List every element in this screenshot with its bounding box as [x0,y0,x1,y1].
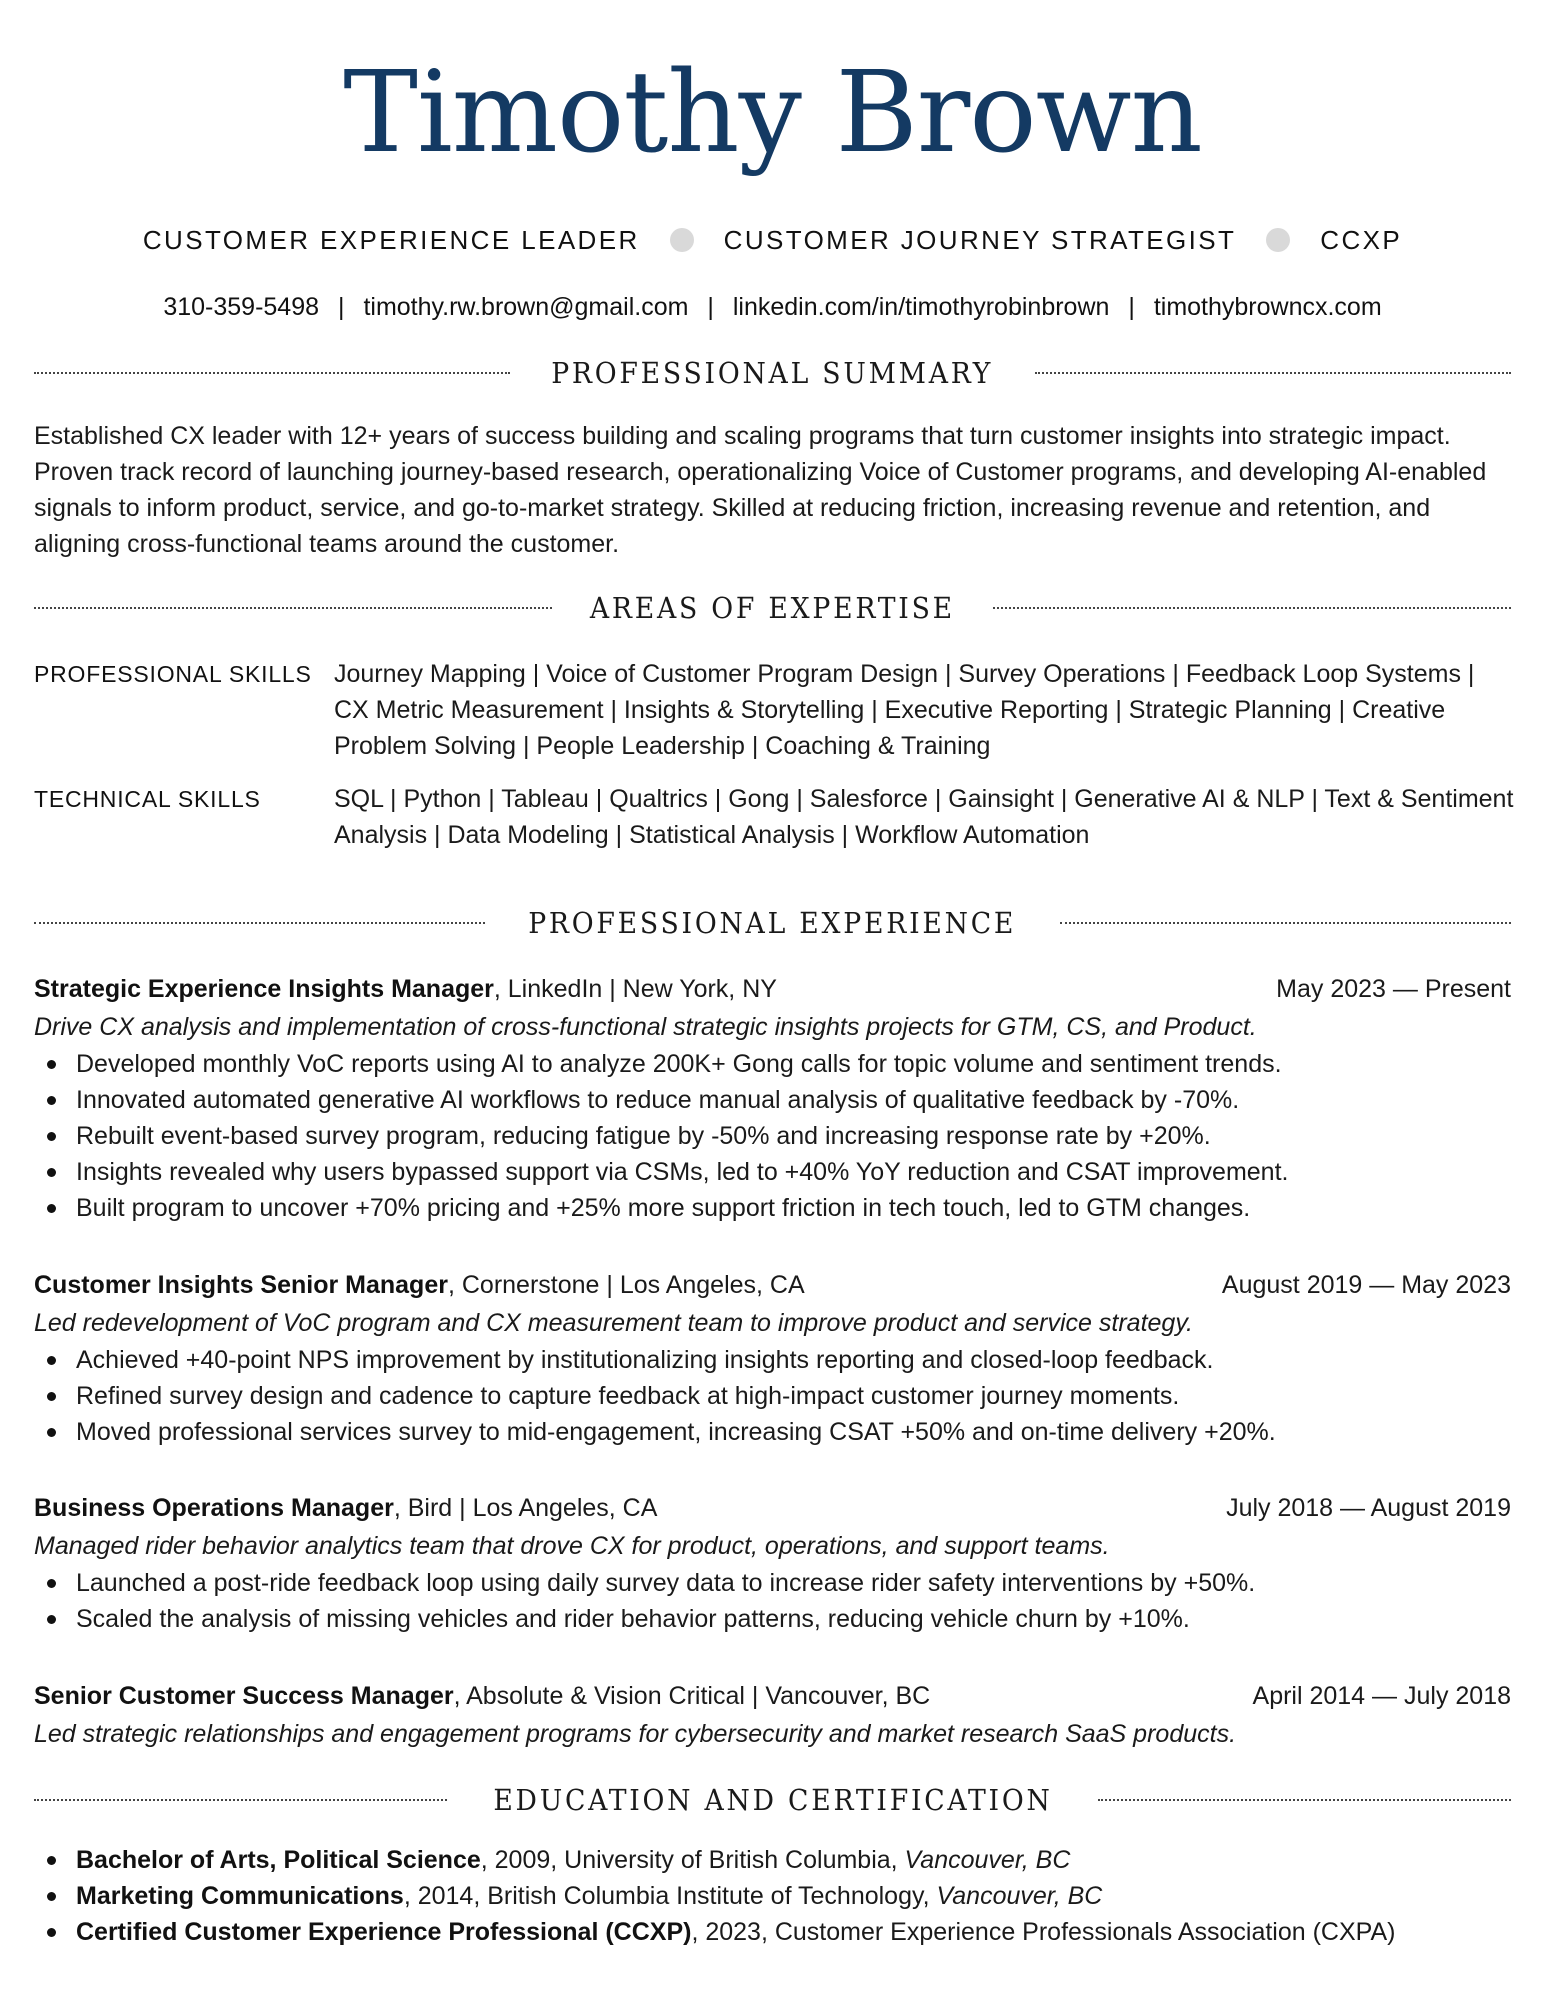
job-description: Led strategic relationships and engagement programs for cybersecurity and market research SaaS products. [34,1720,1237,1748]
dotted-divider [1098,1799,1511,1801]
job-entry [34,1489,1511,1637]
candidate-name: Timothy Brown [343,48,1202,178]
technical-skills-row [34,781,1515,853]
degree: Bachelor of Arts, Political Science [76,1846,481,1874]
job-entry [34,1266,1511,1450]
job-dates: May 2023 — Present [1276,975,1511,1003]
bullet-item: Refined survey design and cadence to capture feedback at high-impact customer journey moments. [34,1378,1511,1414]
separator-dot-icon [670,228,694,252]
dotted-divider [34,607,552,609]
job-entry [34,1677,1511,1753]
job-org-location: , Absolute & Vision Critical | Vancouver, BC [453,1682,931,1710]
job-org-location: , Cornerstone | Los Angeles, CA [447,1271,805,1299]
section-title: AREAS OF EXPERTISE [589,591,956,625]
linkedin-link[interactable]: linkedin.com/in/timothyrobinbrown [732,293,1110,321]
degree: Marketing Communications [76,1882,404,1910]
job-role: Senior Customer Success Manager [34,1682,454,1710]
education-item [34,1914,1515,1950]
job-role: Strategic Experience Insights Manager [34,975,494,1003]
dotted-divider [34,1799,447,1801]
certification-details: , 2023, Customer Experience Professionals Association (CXPA) [691,1918,1396,1946]
bullet-item: Moved professional services survey to mid-engagement, increasing CSAT +50% and on-time delivery +20%. [34,1414,1511,1450]
job-bullets [34,1342,1511,1450]
job-entry [34,970,1511,1226]
contact-separator: | [337,293,345,321]
dotted-divider [1060,922,1511,924]
dotted-divider [1035,372,1511,374]
bullet-item: Built program to uncover +70% pricing and +25% more support friction in tech touch, led to GTM changes. [34,1190,1511,1226]
contact-separator: | [707,293,714,321]
certification: Certified Customer Experience Professional (CCXP) [76,1918,692,1946]
degree-location: Vancouver, BC [936,1882,1103,1910]
section-header-education [34,1780,1511,1820]
section-title: PROFESSIONAL EXPERIENCE [528,906,1017,940]
skills-label: PROFESSIONAL SKILLS [34,661,312,687]
job-header [34,970,1511,1008]
degree-details: , 2009, University of British Columbia, [480,1846,905,1874]
contact-separator: | [1128,293,1135,321]
degree-details: , 2014, British Columbia Institute of Technology, [403,1882,937,1910]
job-role: Business Operations Manager [34,1494,394,1522]
separator-dot-icon [1266,228,1290,252]
section-header-experience [34,903,1511,943]
section-title: PROFESSIONAL SUMMARY [551,356,994,390]
job-header [34,1677,1511,1715]
phone-number[interactable]: 310-359-5498 [163,293,320,321]
bullet-item: Scaled the analysis of missing vehicles and rider behavior patterns, reducing vehicle churn by +10%. [34,1601,1511,1637]
contact-line [0,290,1545,324]
section-title: EDUCATION AND CERTIFICATION [492,1783,1053,1817]
job-role: Customer Insights Senior Manager [34,1271,448,1299]
job-org-location: , LinkedIn | New York, NY [493,975,777,1003]
skills-label: TECHNICAL SKILLS [34,786,261,812]
headline-title-2: CUSTOMER JOURNEY STRATEGIST [723,225,1237,255]
website-link[interactable]: timothybrowncx.com [1153,293,1382,321]
dotted-divider [34,922,485,924]
bullet-item: Insights revealed why users bypassed support via CSMs, led to +40% YoY reduction and CSAT improvement. [34,1154,1511,1190]
email-link[interactable]: timothy.rw.brown@gmail.com [363,293,689,321]
job-bullets [34,1565,1511,1637]
education-item [34,1842,1515,1878]
education-list [34,1842,1515,1950]
skills-list: Journey Mapping | Voice of Customer Program Design | Survey Operations | Feedback Loop Systems | CX Metric Measurement | Insights & Storytelling | Executive Reporting | Strategic Planning | Creative Problem Solving | People Leadership | Coaching & Training [334,660,1475,760]
job-dates: August 2019 — May 2023 [1221,1271,1511,1299]
job-description: Drive CX analysis and implementation of cross-functional strategic insights projects for GTM, CS, and Product. [34,1013,1257,1041]
bullet-item: Rebuilt event-based survey program, reducing fatigue by -50% and increasing response rate by +20%. [34,1118,1511,1154]
section-header-summary [34,353,1511,393]
job-description: Managed rider behavior analytics team that drove CX for product, operations, and support teams. [34,1532,1110,1560]
professional-skills-row [34,656,1515,764]
dotted-divider [34,372,510,374]
education-item [34,1878,1515,1914]
section-header-expertise [34,588,1511,628]
dotted-divider [993,607,1511,609]
headline-title-3: CCXP [1320,225,1403,255]
job-org-location: , Bird | Los Angeles, CA [393,1494,658,1522]
degree-location: Vancouver, BC [904,1846,1071,1874]
job-header [34,1266,1511,1304]
job-description: Led redevelopment of VoC program and CX measurement team to improve product and service strategy. [34,1309,1193,1337]
job-header [34,1489,1511,1527]
bullet-item: Developed monthly VoC reports using AI to analyze 200K+ Gong calls for topic volume and sentiment trends. [34,1046,1511,1082]
job-dates: July 2018 — August 2019 [1226,1494,1511,1522]
bullet-item: Innovated automated generative AI workflows to reduce manual analysis of qualitative feedback by -70%. [34,1082,1511,1118]
summary-paragraph: Established CX leader with 12+ years of success building and scaling programs that turn customer insights into strategic impact. Proven track record of launching journey-based research, operationalizing Voice of Customer programs, and developing AI-enabled signals to inform product, service, and go-to-market strategy. Skilled at reducing friction, increasing revenue and retention, and aligning cross-functional teams around the customer. [34,422,1487,558]
skills-list: SQL | Python | Tableau | Qualtrics | Gong | Salesforce | Gainsight | Generative AI & NLP | Text & Sentiment Analysis | Data Modeling | Statistical Analysis | Workflow Automation [334,785,1514,849]
job-dates: April 2014 — July 2018 [1252,1682,1511,1710]
bullet-item: Launched a post-ride feedback loop using daily survey data to increase rider safety interventions by +50%. [34,1565,1511,1601]
headline-title-1: CUSTOMER EXPERIENCE LEADER [142,225,640,255]
bullet-item: Achieved +40-point NPS improvement by institutionalizing insights reporting and closed-loop feedback. [34,1342,1511,1378]
job-bullets [34,1046,1511,1226]
headline-titles [0,222,1545,258]
